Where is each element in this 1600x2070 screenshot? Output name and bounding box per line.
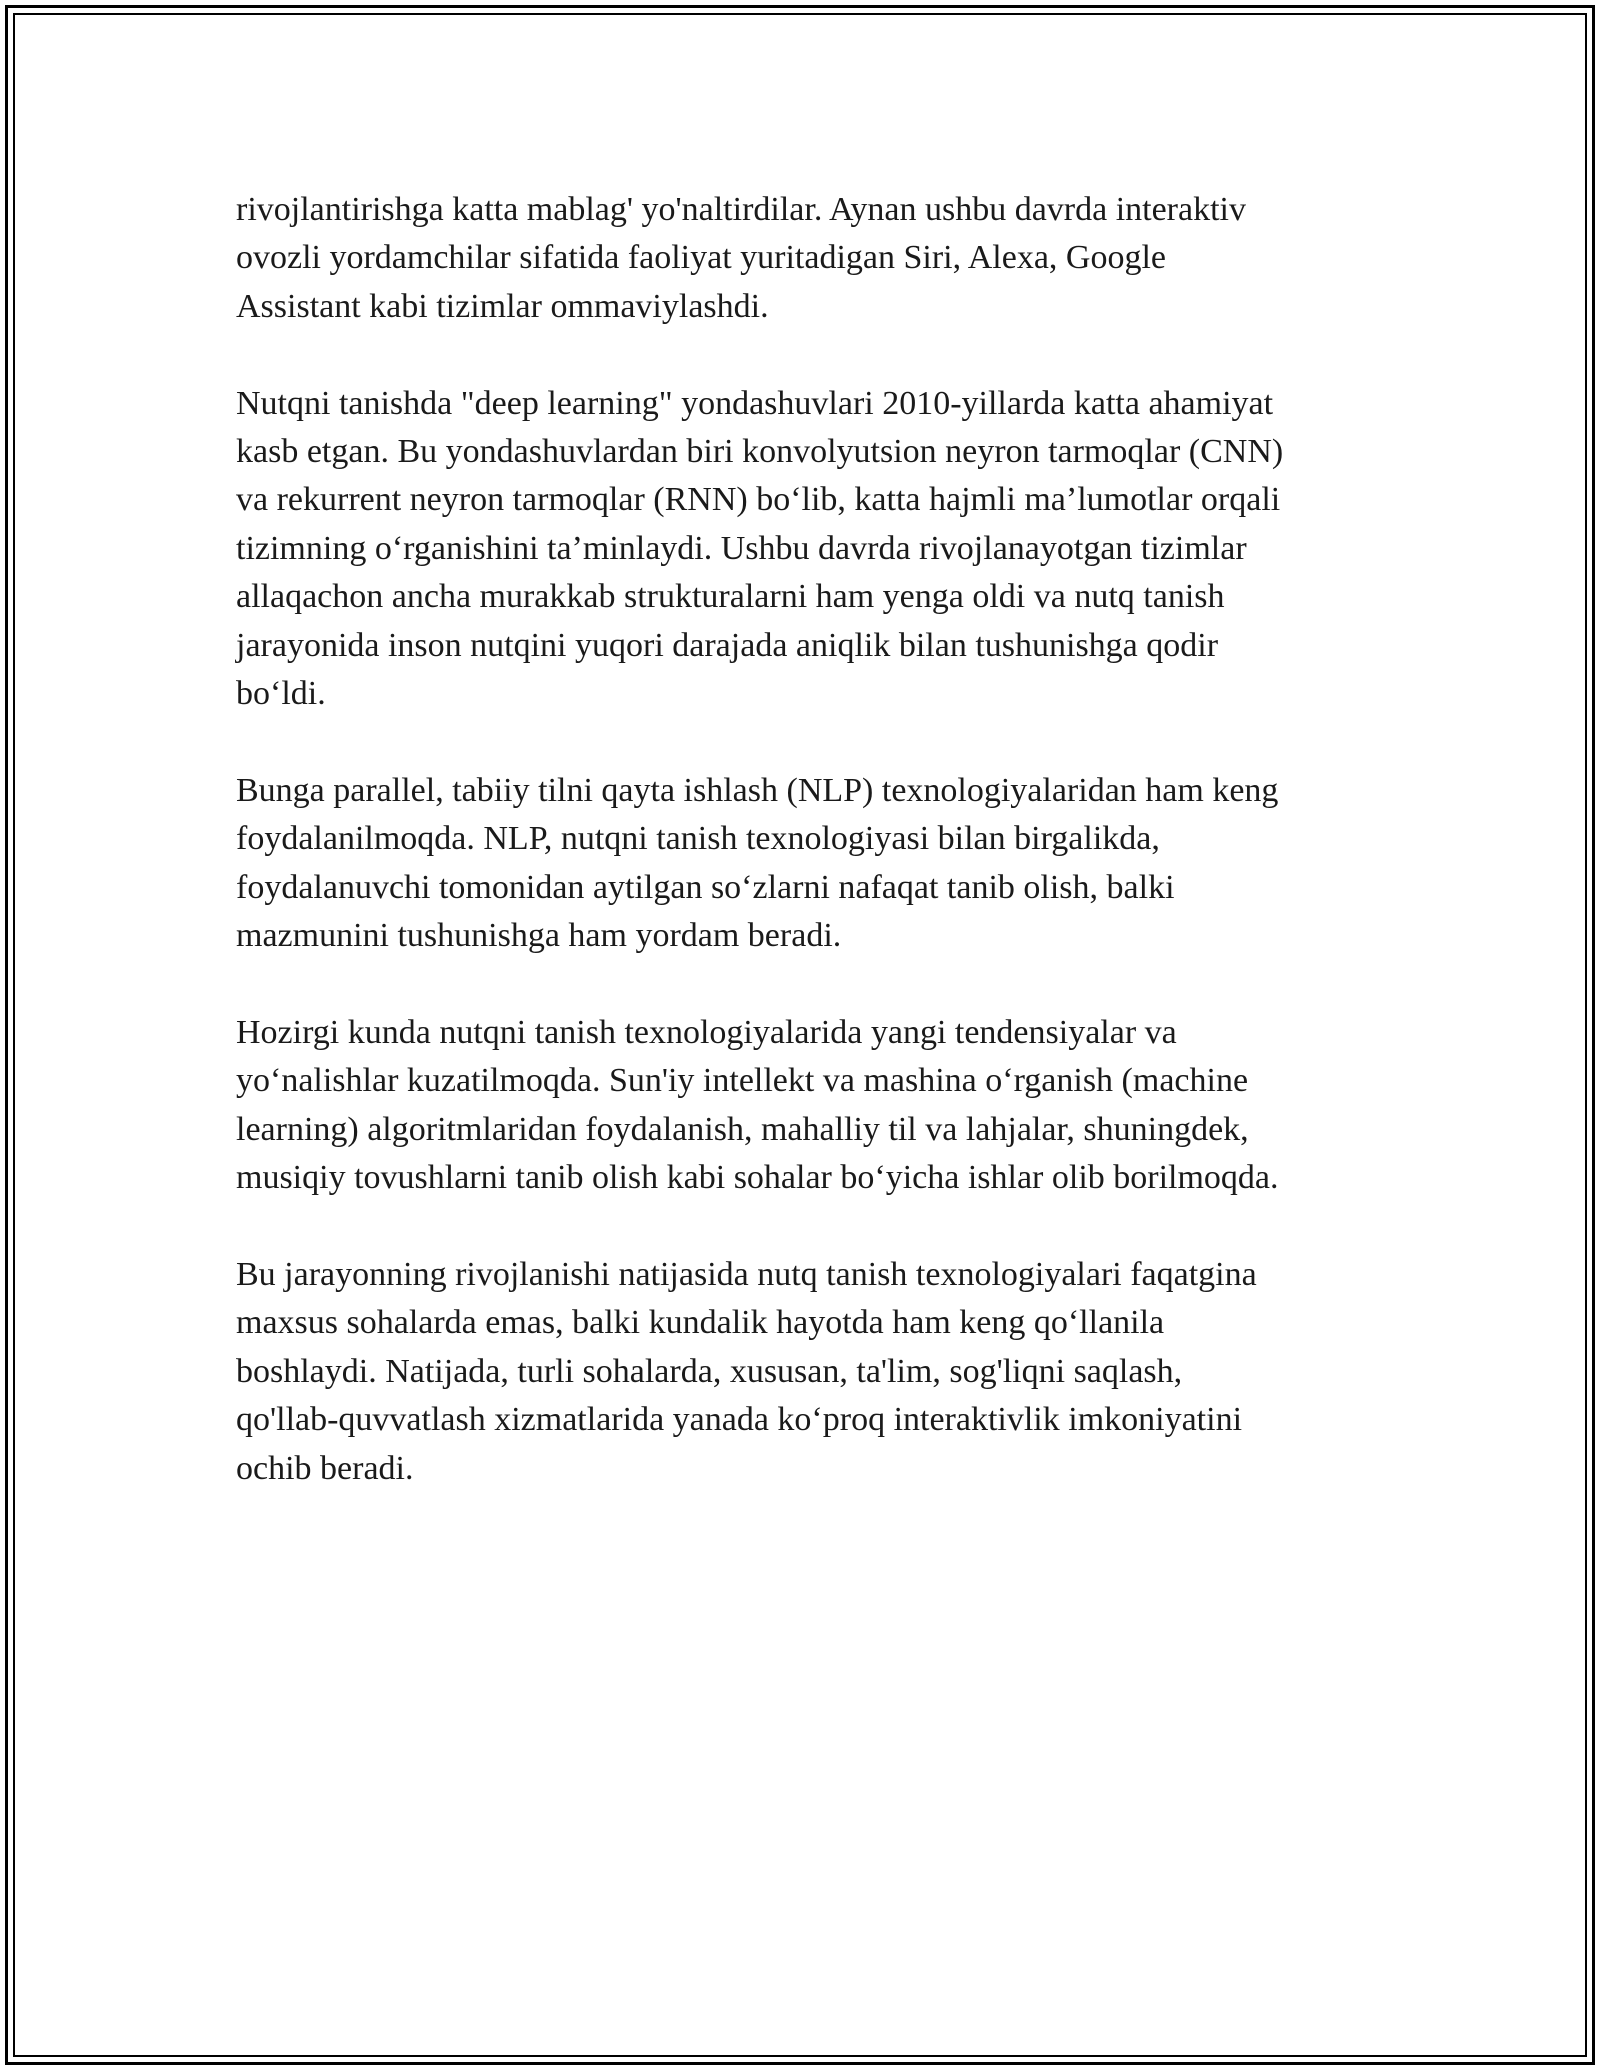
paragraph-voice-assistants: rivojlantirishga katta mablag' yo'naltirdilar. Aynan ushbu davrda interaktiv ovozli yordamchilar sifatida faoliyat yuritadigan Siri, Alexa, Google Assistant kabi tizimlar ommaviylashdi. <box>236 191 1246 325</box>
paragraph-deep-learning: Nutqni tanishda "deep learning" yondashuvlari 2010-yillarda katta ahamiyat kasb etgan. Bu yondashuvlardan biri konvolyutsion neyron tarmoqlar (CNN) va rekurrent neyron tarmoqlar (RNN) bo‘lib, katta hajmli ma’lumotlar orqali tizimning o‘rganishini ta’minlaydi. Ushbu davrda rivojlanayotgan tizimlar allaqachon ancha murakkab strukturalarni ham yenga oldi va nutq tanish jarayonida inson nutqini yuqori darajada aniqlik bilan tushunishga qodir bo‘ldi. <box>236 384 1284 713</box>
document-body <box>236 186 1386 1493</box>
paragraph-everyday-use: Bu jarayonning rivojlanishi natijasida nutq tanish texnologiyalari faqatgina maxsus sohalarda emas, balki kundalik hayotda ham keng qo‘llanila boshlaydi. Natijada, turli sohalarda, xususan, ta'lim, sog'liqni saqlash, qo'llab-quvvatlash xizmatlarida yanada ko‘proq interaktivlik imkoniyatini ochib beradi. <box>236 1255 1257 1487</box>
paragraph-nlp: Bunga parallel, tabiiy tilni qayta ishlash (NLP) texnologiyalaridan ham keng foydalanilmoqda. NLP, nutqni tanish texnologiyasi bilan birgalikda, foydalanuvchi tomonidan aytilgan so‘zlarni nafaqat tanib olish, balki mazmunini tushunishga ham yordam beradi. <box>236 771 1279 955</box>
paragraph-trends: Hozirgi kunda nutqni tanish texnologiyalarida yangi tendensiyalar va yo‘nalishlar kuzatilmoqda. Sun'iy intellekt va mashina o‘rganish (machine learning) algoritmlaridan foydalanish, mahalliy til va lahjalar, shuningdek, musiqiy tovushlarni tanib olish kabi sohalar bo‘yicha ishlar olib borilmoqda. <box>236 1013 1279 1197</box>
